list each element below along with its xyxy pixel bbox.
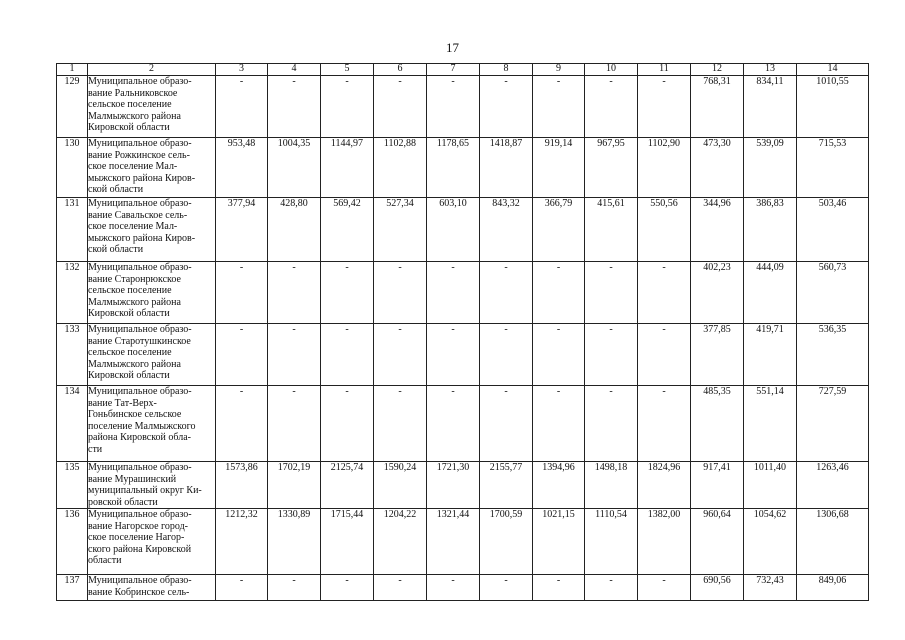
value-cell: 377,85 bbox=[691, 324, 744, 386]
value-cell: - bbox=[480, 386, 533, 462]
value-cell: 1212,32 bbox=[216, 509, 268, 575]
value-cell: 1102,88 bbox=[374, 138, 427, 198]
value-cell: - bbox=[585, 386, 638, 462]
page-number: 17 bbox=[446, 40, 459, 55]
municipality-name bbox=[88, 262, 216, 324]
value-cell: 539,09 bbox=[744, 138, 797, 198]
value-cell: 1144,97 bbox=[321, 138, 374, 198]
row-number: 134 bbox=[57, 386, 88, 462]
row-number: 137 bbox=[57, 575, 88, 601]
table-row bbox=[57, 462, 869, 509]
value-cell: 1418,87 bbox=[480, 138, 533, 198]
municipality-name-line: вание Ральниковское bbox=[88, 87, 178, 99]
value-cell: - bbox=[374, 386, 427, 462]
value-cell: - bbox=[533, 262, 585, 324]
column-header: 4 bbox=[268, 64, 321, 76]
table-row bbox=[57, 575, 869, 601]
value-cell: - bbox=[585, 575, 638, 601]
value-cell: 444,09 bbox=[744, 262, 797, 324]
value-cell: - bbox=[268, 76, 321, 138]
value-cell: 603,10 bbox=[427, 198, 480, 262]
municipality-name bbox=[88, 386, 216, 462]
municipality-name-line: Малмыжского района bbox=[88, 110, 181, 122]
row-number: 130 bbox=[57, 138, 88, 198]
column-header: 2 bbox=[88, 64, 216, 76]
value-cell: - bbox=[268, 386, 321, 462]
row-number: 131 bbox=[57, 198, 88, 262]
value-cell: 503,46 bbox=[797, 198, 869, 262]
municipality-name-line: ское поселение Мал- bbox=[88, 221, 178, 232]
municipality-name-line: ской области bbox=[88, 184, 144, 195]
value-cell: 849,06 bbox=[797, 575, 869, 601]
value-cell: - bbox=[427, 575, 480, 601]
municipality-name-line: Муниципальное образо- bbox=[88, 462, 192, 473]
value-cell: - bbox=[427, 324, 480, 386]
municipality-name-line: вание Тат-Верх- bbox=[88, 397, 157, 409]
value-cell: - bbox=[321, 386, 374, 462]
value-cell: 1204,22 bbox=[374, 509, 427, 575]
column-header: 14 bbox=[797, 64, 869, 76]
municipality-name-line: вание Нагорское город- bbox=[88, 520, 189, 532]
value-cell: 560,73 bbox=[797, 262, 869, 324]
column-header: 12 bbox=[691, 64, 744, 76]
column-header: 13 bbox=[744, 64, 797, 76]
value-cell: 1573,86 bbox=[216, 462, 268, 509]
column-header: 10 bbox=[585, 64, 638, 76]
value-cell: 727,59 bbox=[797, 386, 869, 462]
value-cell: 402,23 bbox=[691, 262, 744, 324]
row-number: 129 bbox=[57, 76, 88, 138]
value-cell: 366,79 bbox=[533, 198, 585, 262]
municipality-name-line: поселение Малмыжского bbox=[88, 420, 196, 432]
value-cell: 1700,59 bbox=[480, 509, 533, 575]
value-cell: - bbox=[533, 76, 585, 138]
value-cell: 690,56 bbox=[691, 575, 744, 601]
value-cell: 967,95 bbox=[585, 138, 638, 198]
municipality-name-line: вание Савальское сель- bbox=[88, 209, 188, 221]
value-cell: 377,94 bbox=[216, 198, 268, 262]
row-number: 133 bbox=[57, 324, 88, 386]
value-cell: 1010,55 bbox=[797, 76, 869, 138]
value-cell: - bbox=[638, 76, 691, 138]
municipality-name-line: сельское поселение bbox=[88, 347, 172, 358]
value-cell: - bbox=[216, 262, 268, 324]
value-cell: 419,71 bbox=[744, 324, 797, 386]
value-cell: 1702,19 bbox=[268, 462, 321, 509]
value-cell: - bbox=[216, 76, 268, 138]
value-cell: 1306,68 bbox=[797, 509, 869, 575]
value-cell: 550,56 bbox=[638, 198, 691, 262]
municipality-name-line: Муниципальное образо- bbox=[88, 262, 192, 273]
value-cell: - bbox=[638, 575, 691, 601]
value-cell: 344,96 bbox=[691, 198, 744, 262]
value-cell: - bbox=[216, 386, 268, 462]
municipality-name-line: Муниципальное образо- bbox=[88, 386, 192, 397]
value-cell: 1330,89 bbox=[268, 509, 321, 575]
value-cell: - bbox=[427, 76, 480, 138]
value-cell: - bbox=[638, 386, 691, 462]
value-cell: 919,14 bbox=[533, 138, 585, 198]
value-cell: - bbox=[638, 262, 691, 324]
row-number: 132 bbox=[57, 262, 88, 324]
value-cell: - bbox=[585, 262, 638, 324]
municipality-name-line: Малмыжского района bbox=[88, 296, 181, 308]
municipality-name-line: Гоньбинское сельское bbox=[88, 409, 182, 420]
value-cell: - bbox=[268, 575, 321, 601]
value-cell: - bbox=[374, 262, 427, 324]
value-cell: - bbox=[427, 262, 480, 324]
municipality-name-line: Кировской области bbox=[88, 308, 170, 319]
row-number: 135 bbox=[57, 462, 88, 509]
column-header: 11 bbox=[638, 64, 691, 76]
row-number: 136 bbox=[57, 509, 88, 575]
data-table bbox=[56, 63, 869, 601]
value-cell: - bbox=[321, 575, 374, 601]
value-cell: 1590,24 bbox=[374, 462, 427, 509]
value-cell: - bbox=[638, 324, 691, 386]
value-cell: 1021,15 bbox=[533, 509, 585, 575]
municipality-name-line: вание Мурашинский bbox=[88, 473, 177, 485]
header-row bbox=[57, 64, 869, 76]
municipality-name-line: Муниципальное образо- bbox=[88, 76, 192, 87]
municipality-name-line: вание Рожкинское сель- bbox=[88, 149, 190, 161]
value-cell: 834,11 bbox=[744, 76, 797, 138]
municipality-name bbox=[88, 462, 216, 509]
table-row bbox=[57, 262, 869, 324]
column-header: 3 bbox=[216, 64, 268, 76]
column-header: 9 bbox=[533, 64, 585, 76]
value-cell: 1721,30 bbox=[427, 462, 480, 509]
municipality-name-line: Муниципальное образо- bbox=[88, 198, 192, 209]
value-cell: - bbox=[216, 575, 268, 601]
value-cell: - bbox=[321, 324, 374, 386]
value-cell: - bbox=[480, 262, 533, 324]
value-cell: - bbox=[321, 76, 374, 138]
table-row bbox=[57, 324, 869, 386]
value-cell: 527,34 bbox=[374, 198, 427, 262]
municipality-name-line: Кировской области bbox=[88, 122, 170, 133]
municipality-name bbox=[88, 76, 216, 138]
value-cell: 1178,65 bbox=[427, 138, 480, 198]
value-cell: 536,35 bbox=[797, 324, 869, 386]
value-cell: 1824,96 bbox=[638, 462, 691, 509]
value-cell: 1394,96 bbox=[533, 462, 585, 509]
municipality-name-line: муниципальный округ Ки- bbox=[88, 485, 202, 496]
municipality-name-line: вание Кобринское сель- bbox=[88, 586, 190, 598]
column-header: 6 bbox=[374, 64, 427, 76]
value-cell: - bbox=[268, 262, 321, 324]
value-cell: - bbox=[480, 575, 533, 601]
municipality-name-line: Муниципальное образо- bbox=[88, 324, 192, 335]
value-cell: - bbox=[585, 324, 638, 386]
municipality-name-line: ское поселение Нагор- bbox=[88, 532, 185, 543]
municipality-name-line: сельское поселение bbox=[88, 285, 172, 296]
municipality-name-line: Муниципальное образо- bbox=[88, 138, 192, 149]
value-cell: 1498,18 bbox=[585, 462, 638, 509]
value-cell: 428,80 bbox=[268, 198, 321, 262]
value-cell: - bbox=[321, 262, 374, 324]
municipality-name-line: Муниципальное образо- bbox=[88, 509, 192, 520]
municipality-name-line: Малмыжского района bbox=[88, 358, 181, 370]
municipality-name-line: ровской области bbox=[88, 496, 158, 508]
value-cell: 569,42 bbox=[321, 198, 374, 262]
municipality-name-line: сельское поселение bbox=[88, 99, 172, 110]
value-cell: 953,48 bbox=[216, 138, 268, 198]
value-cell: - bbox=[585, 76, 638, 138]
value-cell: 1011,40 bbox=[744, 462, 797, 509]
table-row bbox=[57, 76, 869, 138]
value-cell: 917,41 bbox=[691, 462, 744, 509]
value-cell: 551,14 bbox=[744, 386, 797, 462]
value-cell: 1110,54 bbox=[585, 509, 638, 575]
municipality-name bbox=[88, 575, 216, 601]
value-cell: - bbox=[268, 324, 321, 386]
municipality-name-line: ской области bbox=[88, 244, 144, 255]
value-cell: - bbox=[533, 324, 585, 386]
table-row bbox=[57, 138, 869, 198]
column-header: 1 bbox=[57, 64, 88, 76]
value-cell: - bbox=[480, 324, 533, 386]
municipality-name-line: района Кировской обла- bbox=[88, 432, 192, 443]
value-cell: - bbox=[533, 386, 585, 462]
value-cell: - bbox=[374, 76, 427, 138]
value-cell: 1263,46 bbox=[797, 462, 869, 509]
value-cell: 2125,74 bbox=[321, 462, 374, 509]
municipality-name bbox=[88, 138, 216, 198]
value-cell: 768,31 bbox=[691, 76, 744, 138]
municipality-name-line: мыжского района Киров- bbox=[88, 232, 196, 244]
value-cell: 415,61 bbox=[585, 198, 638, 262]
value-cell: 1004,35 bbox=[268, 138, 321, 198]
municipality-name-line: мыжского района Киров- bbox=[88, 172, 196, 184]
municipality-name bbox=[88, 509, 216, 575]
value-cell: - bbox=[216, 324, 268, 386]
table-row bbox=[57, 509, 869, 575]
value-cell: 2155,77 bbox=[480, 462, 533, 509]
municipality-name-line: сти bbox=[88, 443, 103, 455]
value-cell: 1054,62 bbox=[744, 509, 797, 575]
municipality-name bbox=[88, 324, 216, 386]
value-cell: 1321,44 bbox=[427, 509, 480, 575]
value-cell: 473,30 bbox=[691, 138, 744, 198]
value-cell: - bbox=[533, 575, 585, 601]
municipality-name-line: Кировской области bbox=[88, 370, 170, 381]
table-row bbox=[57, 386, 869, 462]
municipality-name-line: области bbox=[88, 555, 122, 566]
value-cell: 843,32 bbox=[480, 198, 533, 262]
table-row bbox=[57, 198, 869, 262]
value-cell: 485,35 bbox=[691, 386, 744, 462]
value-cell: - bbox=[374, 575, 427, 601]
value-cell: 386,83 bbox=[744, 198, 797, 262]
municipality-name bbox=[88, 198, 216, 262]
municipality-name-line: ского района Кировской bbox=[88, 543, 192, 555]
value-cell: 1382,00 bbox=[638, 509, 691, 575]
value-cell: - bbox=[480, 76, 533, 138]
value-cell: 960,64 bbox=[691, 509, 744, 575]
value-cell: 1102,90 bbox=[638, 138, 691, 198]
value-cell: 715,53 bbox=[797, 138, 869, 198]
value-cell: 1715,44 bbox=[321, 509, 374, 575]
column-header: 7 bbox=[427, 64, 480, 76]
value-cell: - bbox=[427, 386, 480, 462]
municipality-name-line: Муниципальное образо- bbox=[88, 575, 192, 586]
column-header: 5 bbox=[321, 64, 374, 76]
municipality-name-line: вание Старонрюкское bbox=[88, 273, 181, 285]
municipality-name-line: вание Старотушкинское bbox=[88, 335, 191, 347]
column-header: 8 bbox=[480, 64, 533, 76]
value-cell: - bbox=[374, 324, 427, 386]
municipality-name-line: ское поселение Мал- bbox=[88, 161, 178, 172]
value-cell: 732,43 bbox=[744, 575, 797, 601]
